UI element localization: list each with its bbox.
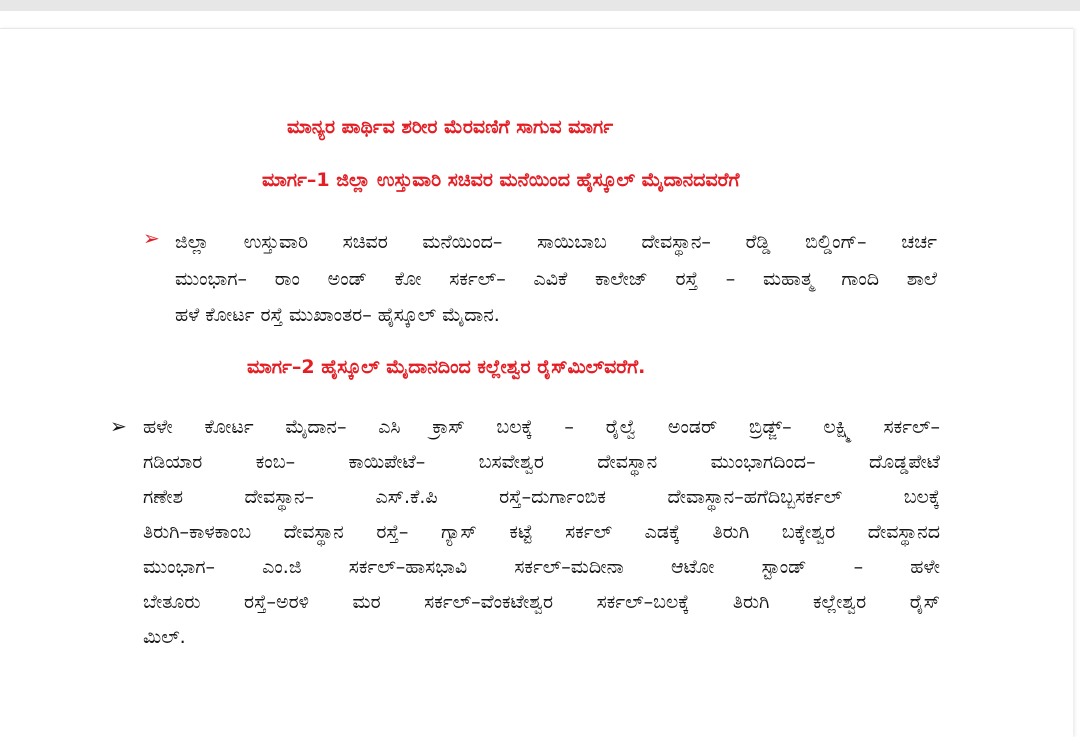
route1-line: ಮುಂಭಾಗ– ರಾಂ ಅಂಡ್ ಕೋ ಸರ್ಕಲ್– ಎವಿಕೆ ಕಾಲೇಜ್ ರಸ್ತೆ – ಮಹಾತ್ಮ ಗಾಂದಿ ಶಾಲೆ [175, 267, 937, 290]
route2-line: ಗಣೇಶ ದೇವಸ್ಥಾನ– ಎಸ್.ಕೆ.ಪಿ ರಸ್ತೆ–ದುರ್ಗಾಂಬಿಕ ದೇವಾಸ್ಥಾನ–ಹಗೆದಿಬ್ಬಸರ್ಕಲ್ ಬಲಕ್ಕೆ [143, 486, 940, 508]
arrow-bullet-icon [143, 220, 160, 256]
route2-line: ಹಳೇ ಕೋರ್ಟ ಮೈದಾನ– ಎಸಿ ಕ್ರಾಸ್ ಬಲಕ್ಕೆ – ರೈಲ್ವೆ ಅಂಡರ್ ಬ್ರಿಡ್ಜ್– ಲಕ್ಷ್ಮಿ ಸರ್ಕಲ್– [143, 416, 940, 438]
route2-line: ಮಿಲ್. [143, 626, 186, 648]
route1-heading: ಮಾರ್ಗ–1 ಜಿಲ್ಲಾ ಉಸ್ತುವಾರಿ ಸಚಿವರ ಮನೆಯಿಂದ ಹೈಸ್ಕೂಲ್ ಮೈದಾನದವರೆಗೆ [262, 169, 740, 191]
route2-line: ಮುಂಭಾಗ– ಎಂ.ಜಿ ಸರ್ಕಲ್–ಹಾಸಭಾವಿ ಸರ್ಕಲ್–ಮದೀನಾ ಆಟೋ ಸ್ಟಾಂಡ್ – ಹಳೇ [143, 556, 940, 578]
route2-line: ತಿರುಗಿ–ಕಾಳಕಾಂಬ ದೇವಸ್ಥಾನ ರಸ್ತೆ– ಗ್ಯಾಸ್ ಕಟ್ಟೆ ಸರ್ಕಲ್ ಎಡಕ್ಕೆ ತಿರುಗಿ ಬಕ್ಕೇಶ್ವರ ದೇವಸ್ಥಾನದ [143, 521, 940, 543]
document-title: ಮಾನ್ಯರ ಪಾರ್ಥಿವ ಶರೀರ ಮೆರವಣಿಗೆ ಸಾಗುವ ಮಾರ್ಗ [287, 116, 614, 138]
route2-description [143, 410, 940, 655]
arrow-bullet-icon [110, 408, 127, 444]
route2-heading: ಮಾರ್ಗ–2 ಹೈಸ್ಕೂಲ್ ಮೈದಾನದಿಂದ ಕಲ್ಲೇಶ್ವರ ರೈಸ್‌ಮಿಲ್‌ವರೆಗೆ. [247, 356, 646, 378]
route1-description [175, 224, 937, 334]
route1-line: ಜಿಲ್ಲಾ ಉಸ್ತುವಾರಿ ಸಚಿವರ ಮನೆಯಿಂದ– ಸಾಯಿಬಾಬ ದೇವಸ್ಥಾನ– ರೆಡ್ಡಿ ಬಿಲ್ಡಿಂಗ್– ಚರ್ಚ [175, 231, 937, 253]
top-toolbar-strip [0, 0, 1080, 11]
route2-line: ಬೇತೂರು ರಸ್ತೆ–ಅರಳಿ ಮರ ಸರ್ಕಲ್–ವೆಂಕಟೇಶ್ವರ ಸರ್ಕಲ್–ಬಲಕ್ಕೆ ತಿರುಗಿ ಕಲ್ಲೇಶ್ವರ ರೈಸ್ [143, 591, 940, 613]
route1-line: ಹಳೆ ಕೋರ್ಟ ರಸ್ತೆ ಮುಖಾಂತರ– ಹೈಸ್ಕೂಲ್ ಮೈದಾನ. [175, 304, 500, 326]
route2-line: ಗಡಿಯಾರ ಕಂಬ– ಕಾಯಿಪೇಟೆ– ಬಸವೇಶ್ವರ ದೇವಸ್ಥಾನ ಮುಂಭಾಗದಿಂದ– ದೊಡ್ಡಪೇಟೆ [143, 451, 940, 473]
